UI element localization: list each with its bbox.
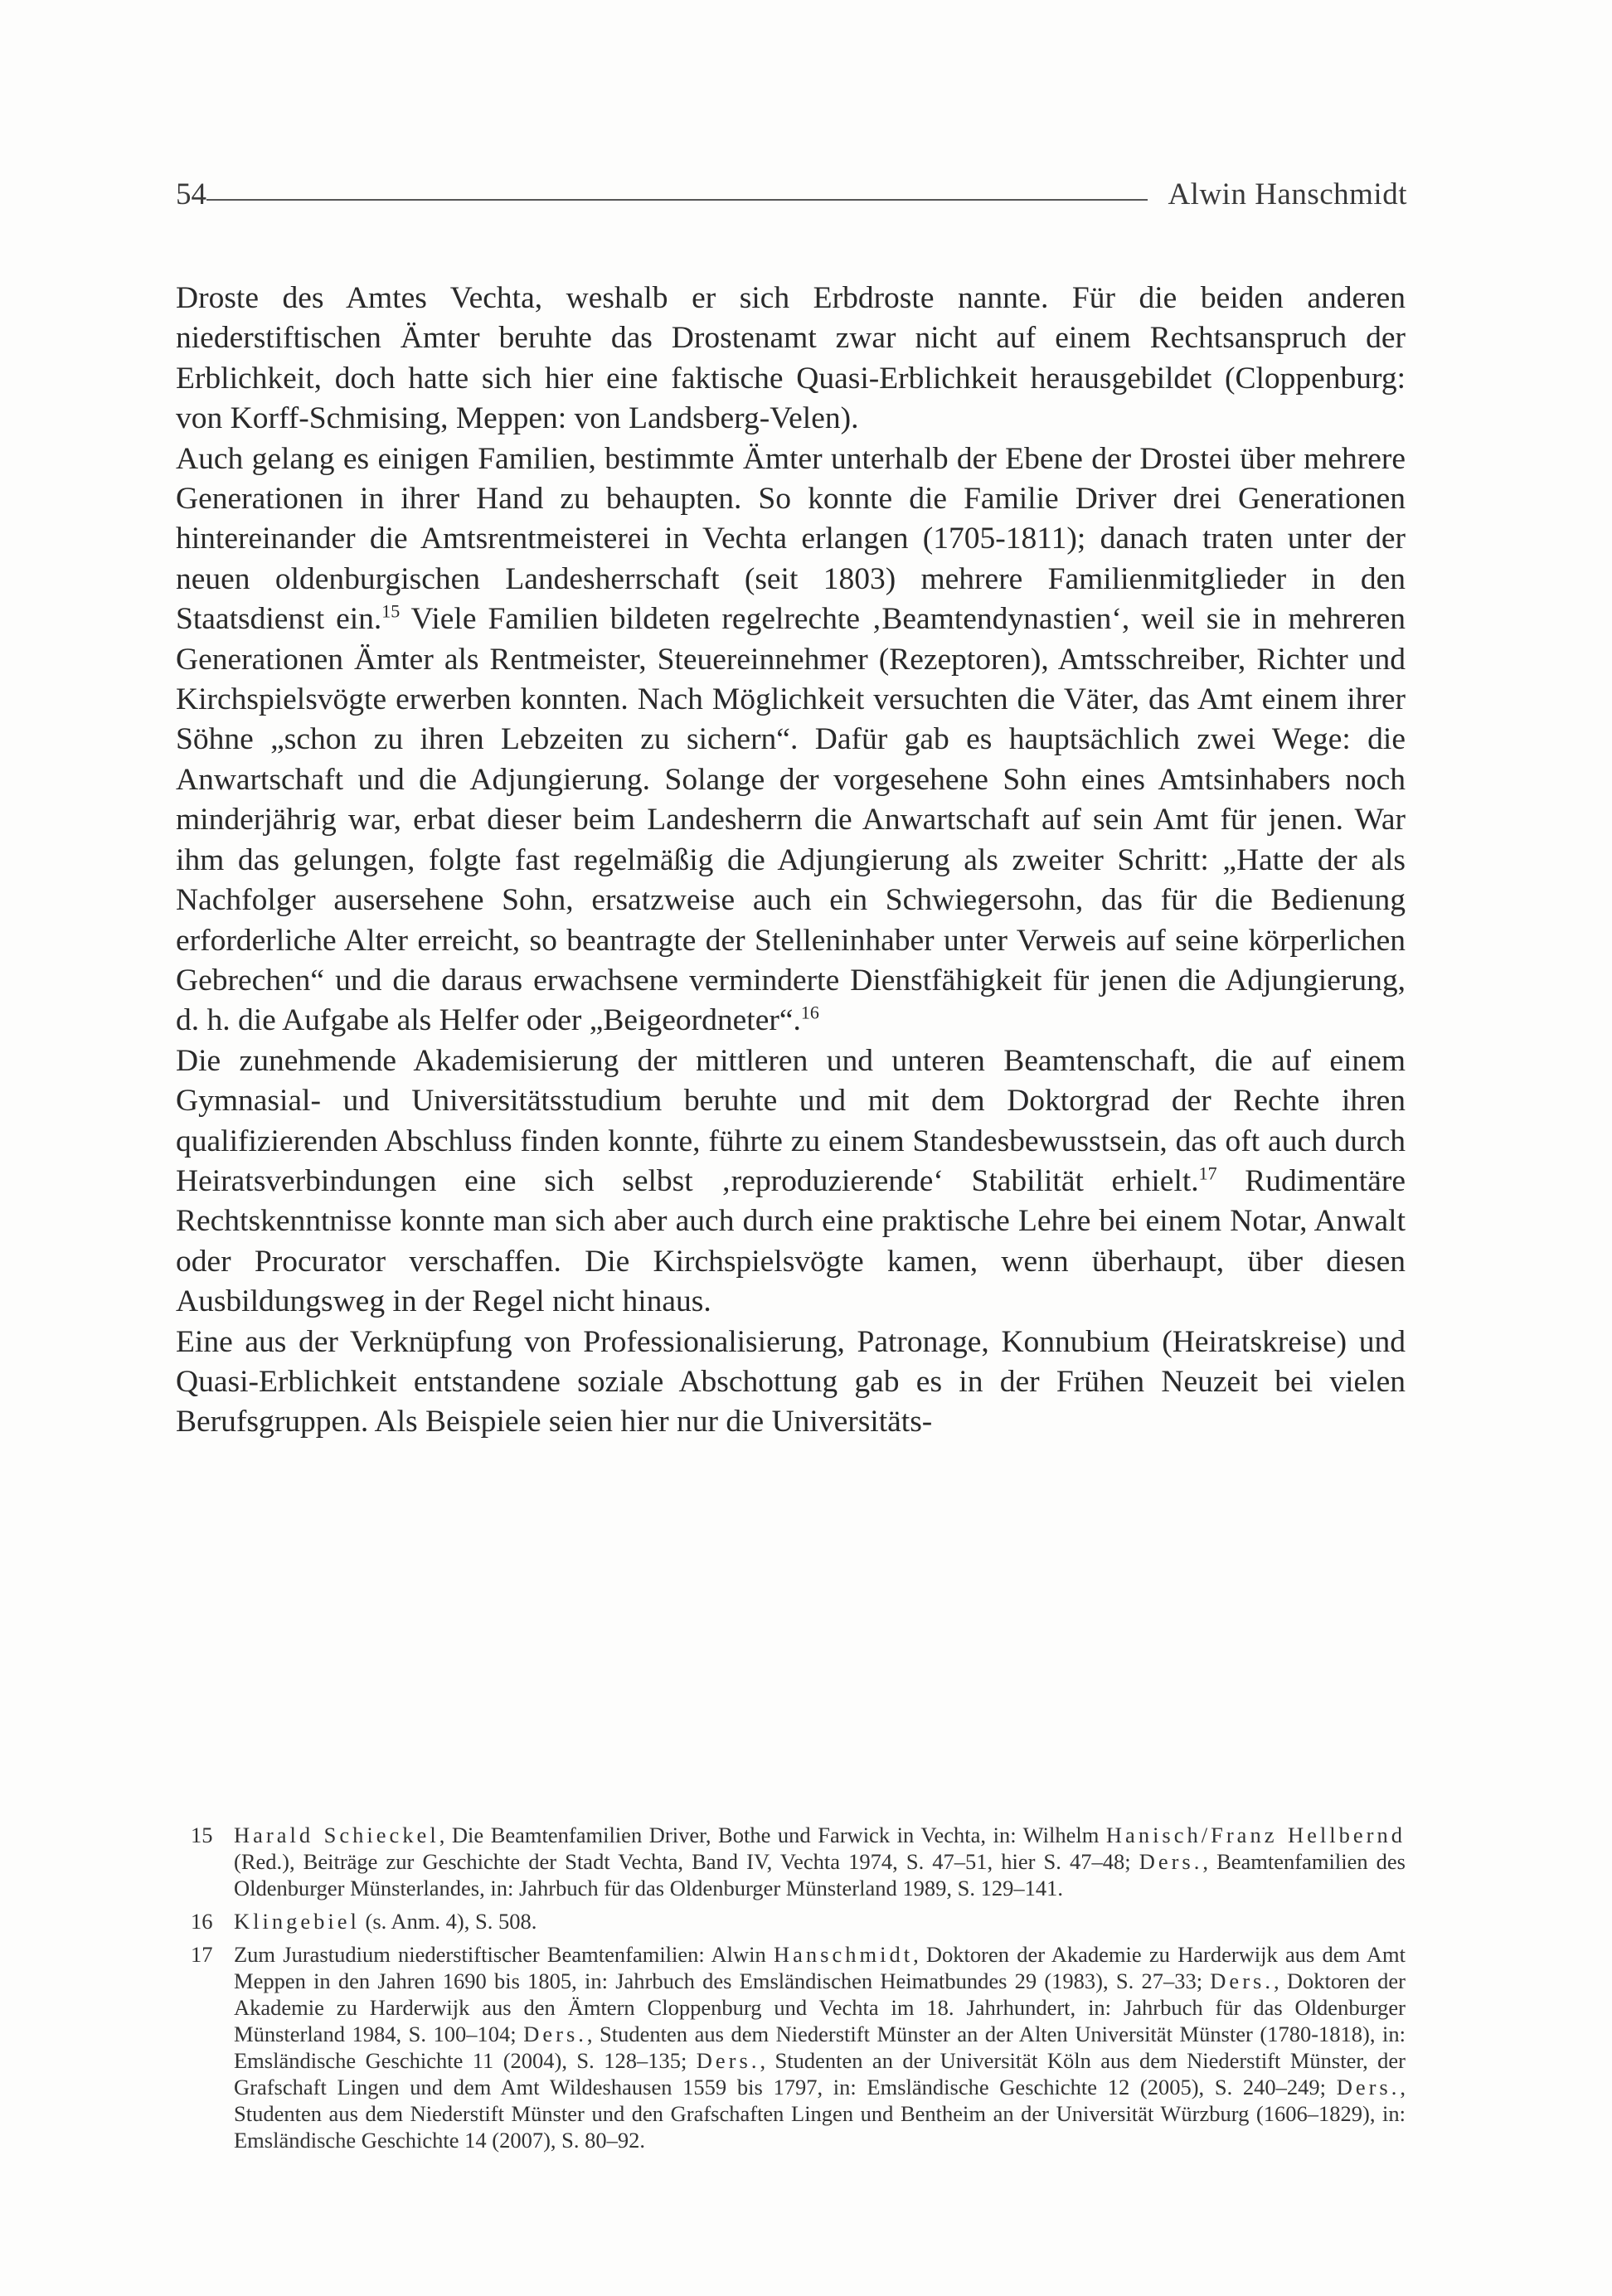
- footnote-16: [191, 1908, 1406, 1934]
- footnote-15: [191, 1822, 1406, 1901]
- header-rule: [206, 199, 1148, 201]
- footnote-segment: (s. Anm. 4), S. 508.: [359, 1909, 537, 1934]
- footnote-segment: , Beamtenfamilien des Oldenburger Münsterlandes, in: Jahrbuch für das Oldenburger Münsterland 1989, S. 129–141.: [234, 1849, 1406, 1900]
- paragraph-1: Droste des Amtes Vechta, weshalb er sich Erbdroste nannte. Für die beiden anderen niederstiftischen Ämter beruhte das Drostenamt zwar nicht auf einem Rechtsanspruch der Erblichkeit, doch hatte sich hier eine faktische Quasi-Erblichkeit herausgebildet (Cloppenburg: von Korff-Schmising, Meppen: von Landsberg-Velen).: [176, 281, 1406, 436]
- footnote-segment: (Red.), Beiträge zur Geschichte der Stadt Vechta, Band IV, Vechta 1974, S. 47–51, hier S. 47–48;: [234, 1849, 1139, 1874]
- footnote-segment: , Studenten an der Universität Köln aus dem Niederstift Münster, der Grafschaft Lingen und dem Amt Wildeshausen 1559 bis 1797, in: Emsländische Geschichte 12 (2005), S. 240–249;: [234, 2048, 1406, 2099]
- running-header: [176, 166, 1407, 212]
- footnote-ders: Ders.: [696, 2048, 760, 2073]
- footnote-ders: Ders.: [523, 2022, 587, 2046]
- page-number: 54: [176, 177, 206, 211]
- footnote-segment: , Doktoren der Akademie zu Harderwijk aus dem Amt Meppen in den Jahren 1690 bis 1805, in: Jahrbuch des Emsländischen Heimatbundes 29 (1983), S. 27–33;: [234, 1942, 1406, 1993]
- footnote-ref-17[interactable]: 17: [1198, 1163, 1217, 1184]
- paragraph-2-text-a: Auch gelang es einigen Familien, bestimmte Ämter unterhalb der Ebene der Drostei über mehrere Generationen in ihrer Hand zu behaupten. So konnte die Familie Driver drei Generationen hintereinander die Amtsrentmeisterei in Vechta erlangen (1705-1811); danach traten unter der neuen oldenburgischen Landesherrschaft (seit 1803) mehrere Familienmitglieder in den Staatsdienst ein.: [176, 441, 1406, 637]
- footnote-ders: Ders.: [1139, 1849, 1203, 1874]
- running-header-author: Alwin Hanschmidt: [1168, 177, 1407, 211]
- footnote-number: 17: [191, 1942, 213, 1967]
- footnote-segment: , Doktoren der Akademie zu Harderwijk aus den Ämtern Cloppenburg und Vechta im 18. Jahrhundert, in: Jahrbuch für das Oldenburger Münsterland 1984, S. 100–104;: [234, 1968, 1406, 2046]
- footnote-number: 16: [191, 1909, 213, 1934]
- footnote-text: [234, 1941, 1406, 2153]
- paragraph-2: [176, 439, 1406, 1041]
- footnote-ref-16[interactable]: 16: [800, 1002, 819, 1023]
- footnote-segment: , Studenten aus dem Niederstift Münster und den Grafschaften Lingen und Bentheim an der Universität Würzburg (1606–1829), in: Emsländische Geschichte 14 (2007), S. 80–92.: [234, 2075, 1406, 2153]
- footnote-author: Hanschmidt: [774, 1942, 914, 1967]
- footnote-segment: , Studenten aus dem Niederstift Münster an der Alten Universität Münster (1780-1818), in: Emsländische Geschichte 11 (2004), S. 128–135;: [234, 2022, 1406, 2073]
- footnote-ders: Ders.: [1210, 1968, 1274, 1993]
- footnote-author: Klingebiel: [234, 1909, 360, 1934]
- footnote-text: [234, 1822, 1406, 1901]
- footnotes: [191, 1822, 1406, 2160]
- footnote-17: [191, 1941, 1406, 2153]
- footnote-text: [234, 1908, 1406, 1934]
- paragraph-3-text-b: Rudimentäre Rechtskenntnisse konnte man sich aber auch durch eine praktische Lehre bei einem Notar, Anwalt oder Procurator verschaffen. Die Kirchspielsvögte kamen, wenn überhaupt, über diesen Ausbildungsweg in der Regel nicht hinaus.: [176, 1163, 1406, 1319]
- footnote-segment: Zum Jurastudium niederstiftischer Beamtenfamilien: Alwin: [234, 1942, 774, 1967]
- paragraph-4: Eine aus der Verknüpfung von Professionalisierung, Patronage, Konnubium (Heiratskreise) und Quasi-Erblichkeit entstandene soziale Abschottung gab es in der Frühen Neuzeit bei vielen Berufsgruppen. Als Beispiele seien hier nur die Universitäts-: [176, 1324, 1406, 1439]
- body-text: [176, 279, 1406, 1443]
- paragraph-3: [176, 1041, 1406, 1323]
- footnote-number: 15: [191, 1823, 213, 1847]
- paragraph-2-text-b: Viele Familien bildeten regelrechte ‚Beamtendynastien‘, weil sie in mehreren Generationen Ämter als Rentmeister, Steuereinnehmer (Rezeptoren), Amtsschreiber, Richter und Kirchspielsvögte erwerben konnten. Nach Möglichkeit versuchten die Väter, das Amt einem ihrer Söhne „schon zu ihren Lebzeiten zu sichern“. Dafür gab es hauptsächlich zwei Wege: die Anwartschaft und die Adjungierung. Solange der vorgesehene Sohn eines Amtsinhabers noch minderjährig war, erbat dieser beim Landesherrn die Anwartschaft auf sein Amt für jenen. War ihm das gelungen, folgte fast regelmäßig die Adjungierung als zweiter Schritt: „Hatte der als Nachfolger ausersehene Sohn, ersatzweise auch ein Schwiegersohn, das für die Bedienung erforderliche Alter erreicht, so beantragte der Stelleninhaber unter Verweis auf seine körperlichen Gebrechen“ und die daraus erwachsene verminderte Dienstfähigkeit für jenen die Adjungierung, d. h. die Aufgabe als Helfer oder „Beigeordneter“.: [176, 602, 1406, 1038]
- footnote-ref-15[interactable]: 15: [381, 600, 401, 622]
- footnote-author: Hanisch/Franz Hellbernd: [1105, 1823, 1406, 1847]
- paragraph-3-text-a: Die zunehmende Akademisierung der mittleren und unteren Beamtenschaft, die auf einem Gymnasial- und Universitätsstudium beruhte und mit dem Doktorgrad der Rechte ihren qualifizierenden Abschluss finden konnte, führte zu einem Standesbewusstsein, das oft auch durch Heiratsverbindungen eine sich selbst ‚reproduzierende‘ Stabilität erhielt.: [176, 1043, 1406, 1198]
- footnote-ders: Ders.: [1336, 2075, 1401, 2099]
- footnote-author: Harald Schieckel: [234, 1823, 439, 1847]
- footnote-segment: , Die Beamtenfamilien Driver, Bothe und Farwick in Vechta, in: Wilhelm: [439, 1823, 1106, 1847]
